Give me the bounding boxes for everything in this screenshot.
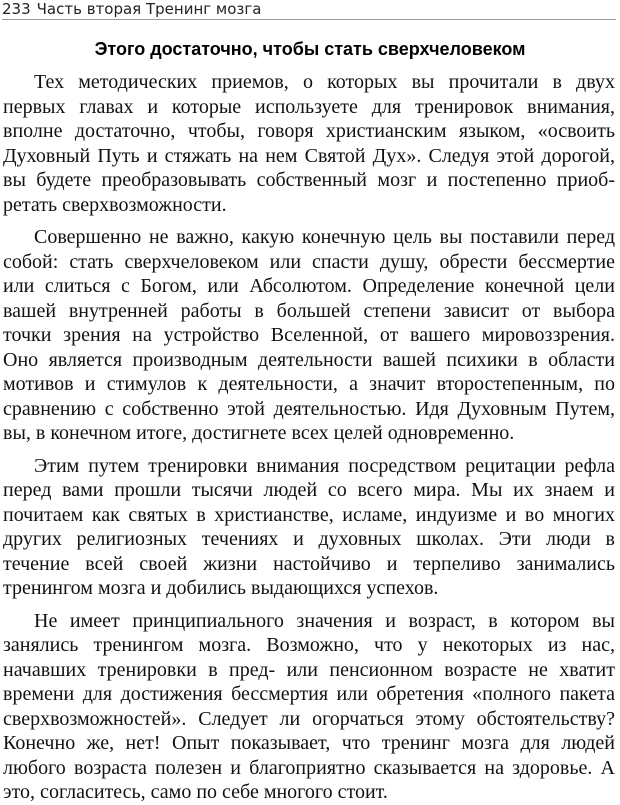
body-text (3, 70, 615, 805)
text-line: Тех методических приемов, о которых вы прочитали в двух (34, 71, 615, 93)
text-line: Духовный Путь и стяжать на нем Святой Дух». Следуя этой дорогой, (3, 144, 615, 167)
text-line: тренингом мозга и добились выдающихся успехов. (3, 577, 439, 599)
text-line: течение всей своей жизни настойчиво и терпеливо занимались (3, 552, 615, 575)
text-line: перед вами прошли тысячи людей со всего мира. Мы их знаем и (3, 479, 615, 501)
paragraph-3 (3, 454, 615, 601)
paragraph-4 (3, 609, 615, 805)
text-line: вы будете преобразовывать собственный мозг и постепенно приоб- (3, 169, 615, 191)
running-header (2, 0, 616, 20)
text-line: Этим путем тренировки внимания посредством рецитации рефла (34, 454, 615, 477)
text-line: вашей внутренней работы в большей степени зависит от выбора (3, 299, 615, 322)
text-line: это, согласитесь, само по себе многого стоит. (3, 781, 388, 803)
text-line: Конечно же, нет! Опыт показывает, что тренинг мозга для людей (3, 732, 615, 754)
text-line: вполне достаточно, чтобы, говоря христианским языком, «освоить (3, 120, 615, 142)
paragraph-1 (3, 70, 615, 217)
text-line: собой: стать сверхчеловеком или спасти душу, обрести бессмертие (3, 250, 615, 273)
section-title: Этого достаточно, чтобы стать сверхчеловеком (94, 39, 526, 59)
text-line: первых главах и которые используете для тренировок внимания, (3, 95, 615, 118)
text-line: времени для достижения бессмертия или обретения «полного пакета (3, 683, 615, 705)
text-line: мотивов и стимулов к деятельности, а значит второстепенным, по (3, 373, 615, 395)
page-number: 233 (2, 0, 31, 18)
running-title: Часть вторая Тренинг мозга (36, 0, 262, 18)
text-line: сравнению с собственно этой деятельностью. Идя Духовным Путем, (3, 397, 615, 420)
text-line: других религиозных течениях и духовных школах. Эти люди в (3, 528, 615, 550)
paragraph-2 (3, 225, 615, 446)
text-line: сверхвозможностей». Следует ли огорчаться этому обстоятельству? (3, 707, 615, 730)
text-line: Совершенно не важно, какую конечную цель вы поставили перед (34, 226, 615, 248)
text-line: Оно является производным деятельности вашей психики в области (3, 348, 615, 371)
text-line: Не имеет принципиального значения и возраст, в котором вы (34, 609, 615, 632)
text-line: точки зрения на устройство Вселенной, от вашего мировоззрения. (3, 324, 615, 346)
text-line: начавших тренировки в пред- или пенсионном возрасте не хватит (3, 658, 615, 681)
text-line: вы, в конечном итоге, достигнете всех целей одновременно. (3, 422, 515, 444)
text-line: занялись тренингом мозга. Возможно, что у некоторых из нас, (3, 634, 615, 656)
text-line: ретать сверхвозможности. (3, 193, 227, 216)
text-line: или слиться с Богом, или Абсолютом. Определение конечной цели (3, 275, 615, 297)
text-line: почитаем как святых в христианстве, исламе, индуизме и во многих (3, 503, 615, 526)
text-line: любого возраста полезен и благоприятно сказывается на здоровье. А (3, 756, 615, 779)
